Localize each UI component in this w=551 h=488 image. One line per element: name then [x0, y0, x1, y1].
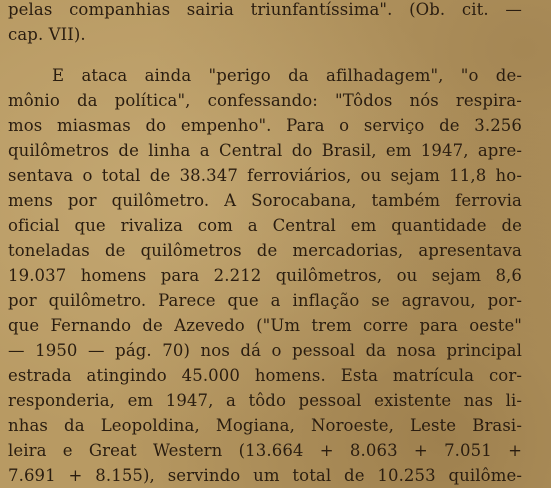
text-line: toneladas de quilômetros de mercadorias, apresentava [8, 241, 522, 260]
text-line: 19.037 homens para 2.212 quilômetros, ou sejam 8,6 [8, 266, 522, 285]
text-line: mos miasmas do empenho". Para o serviço de 3.256 [8, 116, 522, 135]
text-line: E ataca ainda "perigo da afilhadagem", "o de- [52, 66, 522, 85]
text-line: responderia, em 1947, a tôdo pessoal existente nas li- [8, 391, 522, 410]
text-line: — 1950 — pág. 70) nos dá o pessoal da nosa principal [8, 341, 522, 360]
text-line: estrada atingindo 45.000 homens. Esta matrícula cor- [8, 366, 522, 385]
text-line: mônio da política", confessando: "Tôdos nós respira- [8, 91, 522, 110]
text-line: sentava o total de 38.347 ferroviários, ou sejam 11,8 ho- [8, 166, 522, 185]
text-line: pelas companhias sairia triunfantíssima". (Ob. cit. — [8, 0, 522, 19]
text-line: mens por quilômetro. A Sorocabana, também ferrovia [8, 191, 522, 210]
text-line: por quilômetro. Parece que a inflação se agravou, por- [8, 291, 522, 310]
text-line: nhas da Leopoldina, Mogiana, Noroeste, Leste Brasi- [8, 416, 522, 435]
text-line: quilômetros de linha a Central do Brasil, em 1947, apre- [8, 141, 522, 160]
text-line: 7.691 + 8.155), servindo um total de 10.253 quilôme- [8, 466, 522, 485]
text-line: cap. VII). [8, 25, 86, 44]
text-line: leira e Great Western (13.664 + 8.063 + 7.051 + [8, 441, 522, 460]
text-line: que Fernando de Azevedo ("Um trem corre para oeste" [8, 316, 522, 335]
text-line: oficial que rivaliza com a Central em quantidade de [8, 216, 522, 235]
